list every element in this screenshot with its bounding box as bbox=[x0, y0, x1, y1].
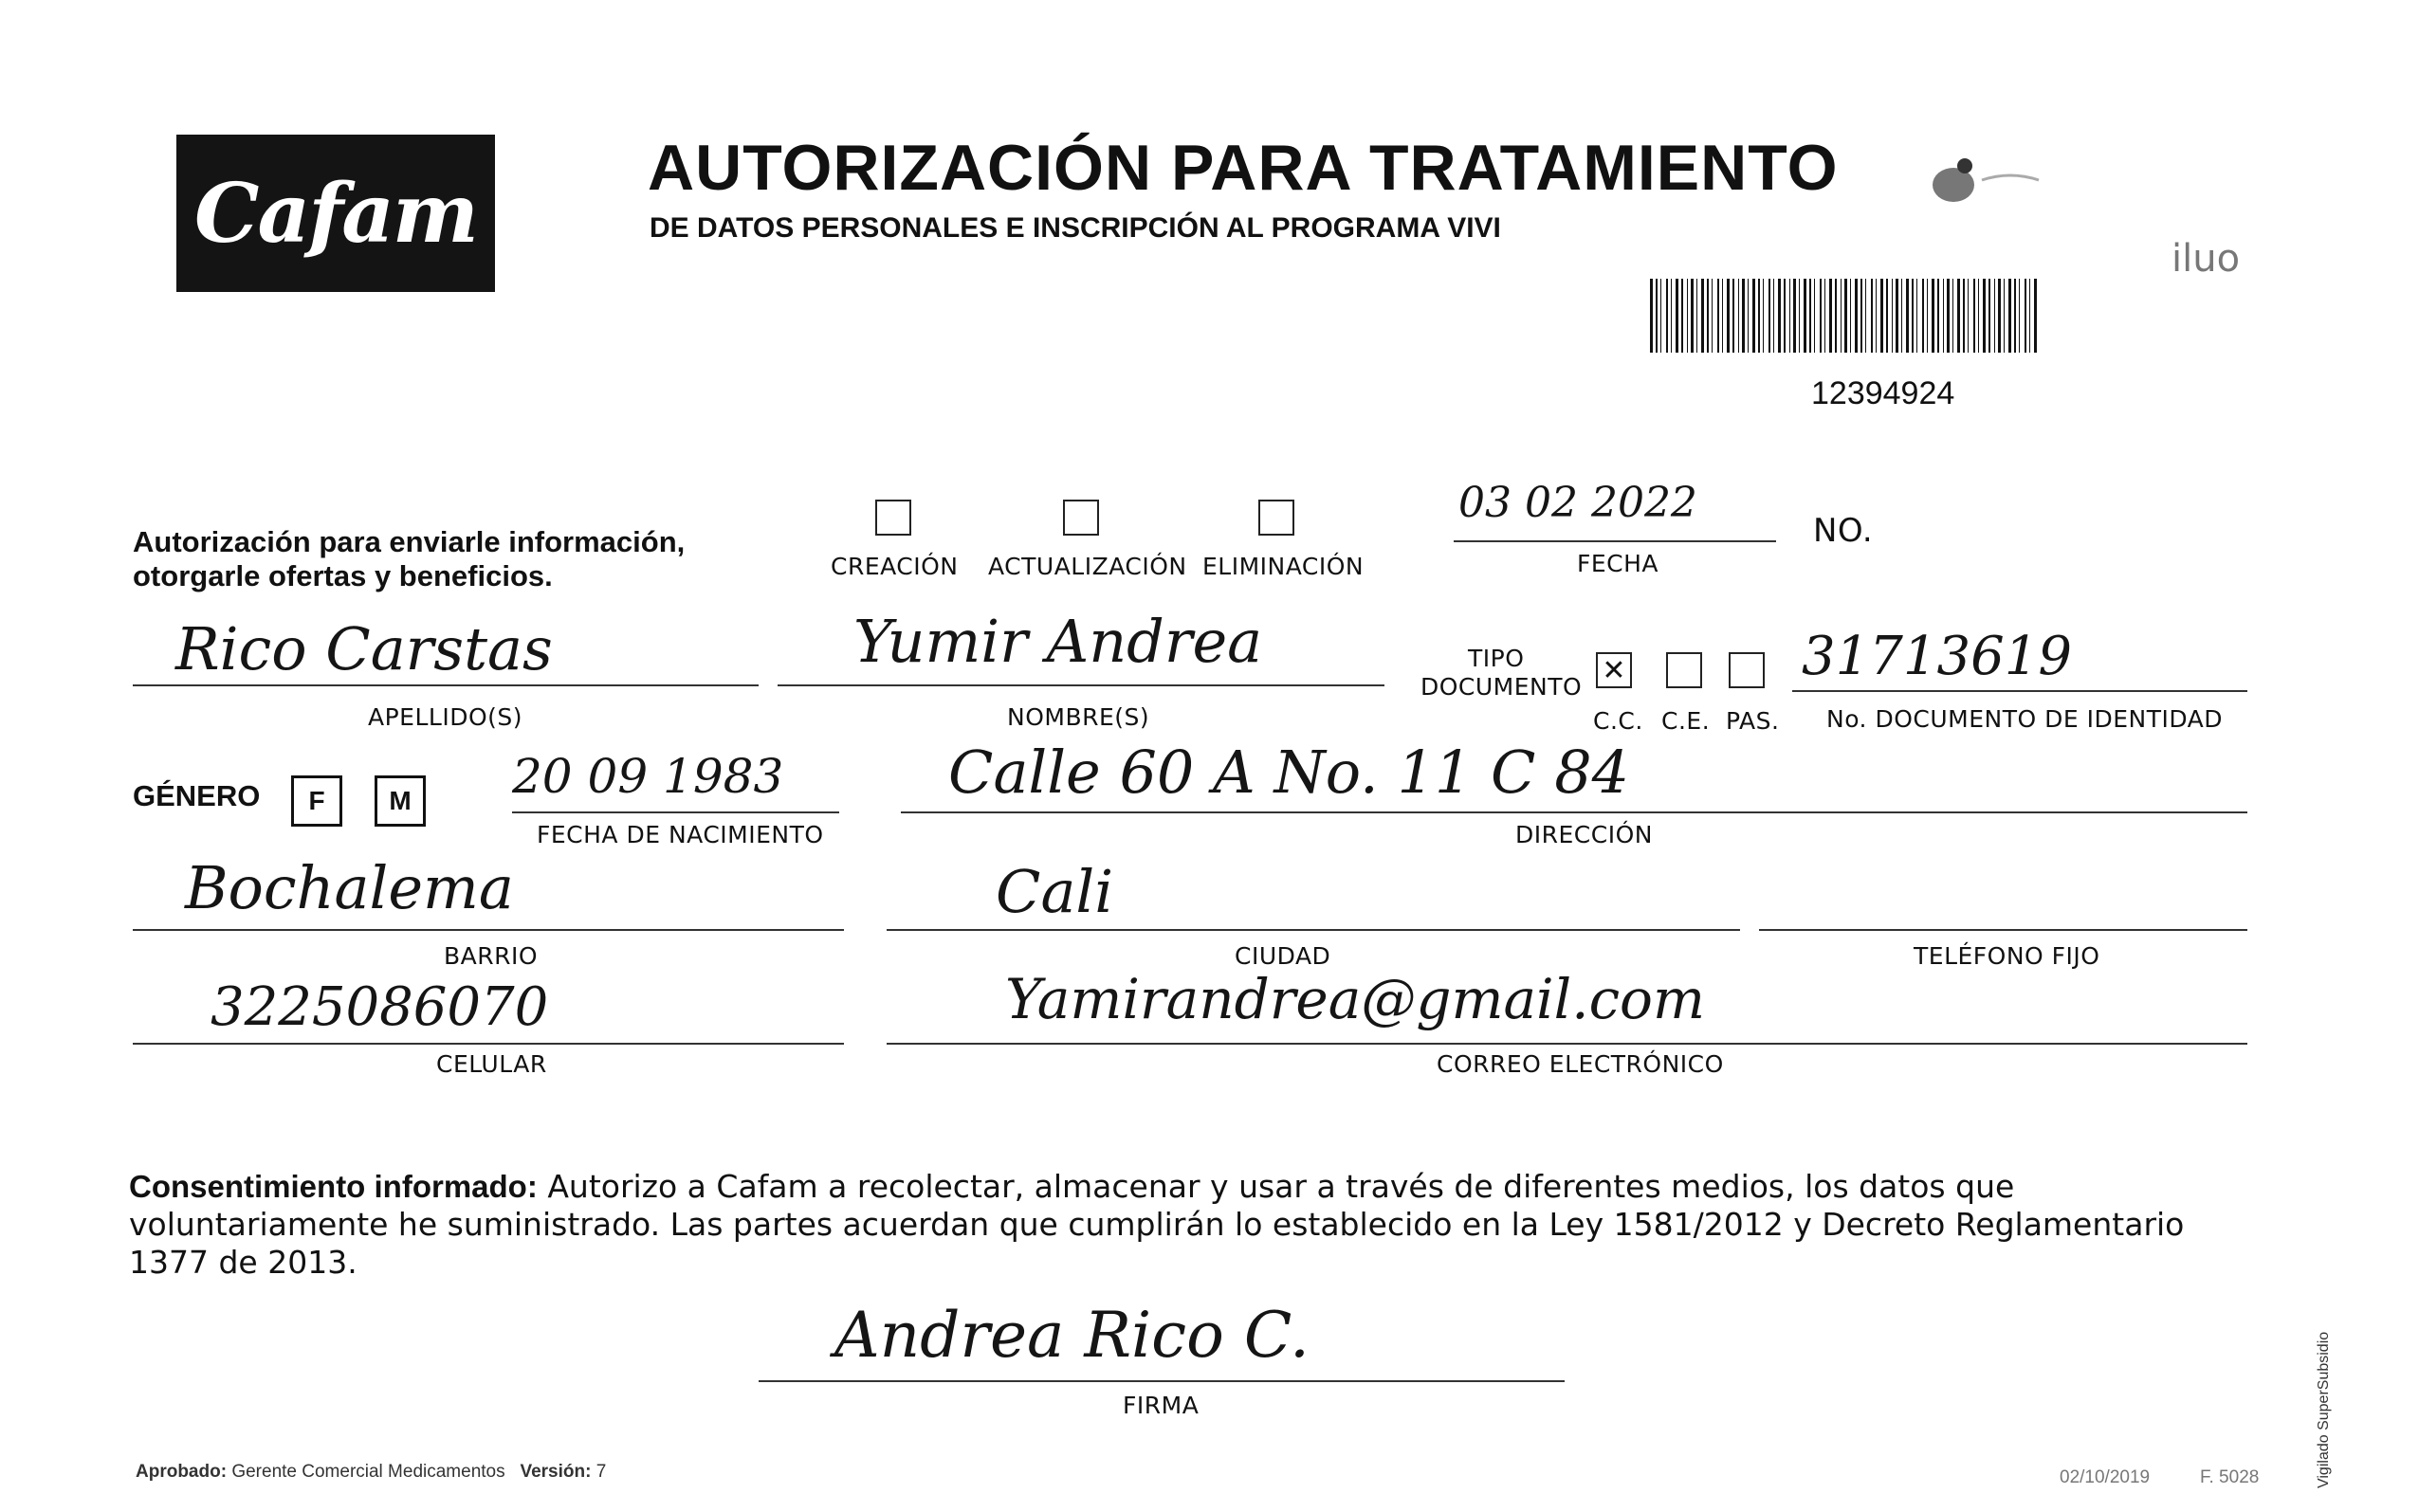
barcode-bar bbox=[1850, 279, 1851, 353]
barcode-bar bbox=[1943, 279, 1944, 353]
fecha-line bbox=[1454, 540, 1776, 542]
barcode-bar bbox=[1892, 279, 1893, 353]
barcode-bar bbox=[1789, 279, 1790, 353]
barcode-bar bbox=[1896, 279, 1898, 353]
barcode-bar bbox=[1937, 279, 1939, 353]
barcode-bar bbox=[2014, 279, 2016, 353]
barcode-bar bbox=[1773, 279, 1774, 353]
tipo-label-1: TIPO bbox=[1468, 645, 1525, 672]
side-text: Vigilado SuperSubsidio bbox=[2316, 1331, 2332, 1488]
firma-value[interactable]: Andrea Rico C. bbox=[834, 1299, 1310, 1372]
barcode-bar bbox=[1860, 279, 1862, 353]
barcode-bar bbox=[1916, 279, 1917, 353]
stamp-mark bbox=[1915, 142, 2086, 218]
fecha-value[interactable]: 03 02 2022 bbox=[1458, 479, 1697, 527]
genero-m-checkbox[interactable]: M bbox=[375, 775, 426, 827]
barcode-bar bbox=[1727, 279, 1730, 353]
barcode-bar bbox=[1784, 279, 1786, 353]
ce-checkbox[interactable] bbox=[1666, 652, 1702, 688]
corner-mark: iluo bbox=[2172, 237, 2241, 281]
barcode-bar bbox=[1876, 279, 1877, 353]
barcode-number: 12394924 bbox=[1811, 375, 1955, 411]
barcode-bar bbox=[1865, 279, 1866, 353]
barcode-bar bbox=[1835, 279, 1837, 353]
barcode-bar bbox=[1844, 279, 1847, 353]
barrio-line bbox=[133, 929, 844, 931]
version-label: Versión: bbox=[520, 1462, 592, 1482]
side-label bbox=[2314, 1289, 2342, 1498]
tipo-label-2: DOCUMENTO bbox=[1420, 673, 1583, 701]
barcode-bar bbox=[1952, 279, 1953, 353]
eliminacion-checkbox[interactable] bbox=[1258, 500, 1294, 536]
barcode-bar bbox=[2019, 279, 2020, 353]
barcode-bar bbox=[1799, 279, 1800, 353]
consent-text: Autorizo a Cafam a recolectar, almacenar y usar a través de diferentes medios, los datos que voluntariamente he suministrado. Las partes acuerdan que cumplirán lo establecido en la Ley 1581/2012 y Decreto Reglamentario 1377 de 2013. bbox=[129, 1168, 2185, 1281]
direccion-line bbox=[901, 811, 2247, 813]
pas-checkbox[interactable] bbox=[1729, 652, 1765, 688]
barcode-bar bbox=[1712, 279, 1713, 353]
celular-line bbox=[133, 1043, 844, 1045]
documento-value[interactable]: 31713619 bbox=[1802, 626, 2073, 687]
no-label: NO. bbox=[1813, 512, 1874, 550]
nombres-value[interactable]: Yumir Andrea bbox=[853, 607, 1263, 676]
barcode-bar bbox=[1998, 279, 2001, 353]
barcode-bar bbox=[1841, 279, 1842, 353]
barcode-bar bbox=[1687, 279, 1688, 353]
eliminacion-label: ELIMINACIÓN bbox=[1202, 553, 1365, 580]
barcode-bar bbox=[1922, 279, 1924, 353]
telefono-label: TELÉFONO FIJO bbox=[1914, 942, 2100, 970]
barcode-bar bbox=[1957, 279, 1960, 353]
barcode-bar bbox=[1650, 279, 1653, 353]
barcode-bar bbox=[1717, 279, 1719, 353]
barcode-bar bbox=[1804, 279, 1806, 353]
firma-label: FIRMA bbox=[1123, 1392, 1200, 1419]
barcode-bar bbox=[1927, 279, 1928, 353]
form-subtitle: DE DATOS PERSONALES E INSCRIPCIÓN AL PROGRAMA VIVI bbox=[650, 212, 1501, 244]
footer-date-code: 02/10/2019 bbox=[2060, 1467, 2151, 1487]
barcode-bar bbox=[1963, 279, 1965, 353]
barcode-bar bbox=[1820, 279, 1822, 353]
barcode-bar bbox=[1947, 279, 1950, 353]
actualizacion-label: ACTUALIZACIÓN bbox=[988, 553, 1187, 580]
barcode-bar bbox=[1691, 279, 1694, 353]
correo-value[interactable]: Yamirandrea@gmail.com bbox=[1005, 967, 1705, 1031]
ciudad-value[interactable]: Cali bbox=[996, 857, 1114, 926]
correo-line bbox=[887, 1043, 2247, 1045]
form-title: AUTORIZACIÓN PARA TRATAMIENTO bbox=[648, 132, 1839, 204]
celular-value[interactable]: 3225086070 bbox=[211, 976, 549, 1038]
barcode-bar bbox=[2025, 279, 2026, 353]
barcode-bar bbox=[1660, 279, 1661, 353]
footer-form-code: F. 5028 bbox=[2200, 1467, 2260, 1487]
consent-paragraph bbox=[129, 1168, 2258, 1282]
barcode-bar bbox=[1696, 279, 1697, 353]
barcode-bar bbox=[2004, 279, 2005, 353]
barcode-bar bbox=[1768, 279, 1770, 353]
aprobado-value: Gerente Comercial Medicamentos bbox=[231, 1462, 505, 1482]
barcode-bar bbox=[1886, 279, 1888, 353]
celular-label: CELULAR bbox=[436, 1050, 547, 1078]
ciudad-label: CIUDAD bbox=[1235, 942, 1331, 970]
footer-aprobado bbox=[136, 1462, 606, 1483]
barcode-bar bbox=[1880, 279, 1883, 353]
ciudad-line bbox=[887, 929, 1740, 931]
barcode-bar bbox=[1988, 279, 1990, 353]
barcode-bar bbox=[1906, 279, 1909, 353]
firma-line bbox=[759, 1380, 1565, 1382]
barcode-bar bbox=[1901, 279, 1902, 353]
barcode-bar bbox=[1748, 279, 1749, 353]
fecha-nacimiento-value[interactable]: 20 09 1983 bbox=[512, 749, 784, 804]
genero-f-checkbox[interactable]: F bbox=[291, 775, 342, 827]
barcode-bar bbox=[1666, 279, 1668, 353]
barcode-bar bbox=[1809, 279, 1811, 353]
barcode-bar bbox=[2034, 279, 2037, 353]
pas-label: PAS. bbox=[1726, 707, 1780, 735]
cc-checkbox[interactable]: ✕ bbox=[1596, 652, 1632, 688]
barcode-bar bbox=[1973, 279, 1975, 353]
apellidos-value[interactable]: Rico Carstas bbox=[175, 614, 553, 683]
barcode-bar bbox=[1912, 279, 1914, 353]
barrio-value[interactable]: Bochalema bbox=[185, 853, 514, 922]
barcode-bar bbox=[1676, 279, 1678, 353]
fecha-label: FECHA bbox=[1577, 550, 1659, 577]
barcode-bar bbox=[2029, 279, 2030, 353]
barcode-bar bbox=[1752, 279, 1755, 353]
barcode-bar bbox=[1994, 279, 1995, 353]
direccion-value[interactable]: Calle 60 A No. 11 C 84 bbox=[948, 738, 1630, 807]
cafam-logo bbox=[176, 135, 495, 292]
barcode-bar bbox=[1932, 279, 1934, 353]
barcode-bar bbox=[1742, 279, 1745, 353]
fecha-nacimiento-line bbox=[512, 811, 839, 813]
creacion-checkbox[interactable] bbox=[875, 500, 911, 536]
consent-heading: Consentimiento informado: bbox=[129, 1169, 538, 1204]
barcode-bar bbox=[1671, 279, 1672, 353]
nombres-label: NOMBRE(S) bbox=[1007, 703, 1150, 731]
barcode-bar bbox=[1824, 279, 1825, 353]
barcode-bar bbox=[1855, 279, 1858, 353]
barcode-bar bbox=[1701, 279, 1704, 353]
barcode-bar bbox=[1978, 279, 1979, 353]
barcode-bar bbox=[1738, 279, 1739, 353]
aprobado-label: Aprobado: bbox=[136, 1462, 228, 1482]
fecha-nacimiento-label: FECHA DE NACIMIENTO bbox=[537, 821, 824, 848]
correo-label: CORREO ELECTRÓNICO bbox=[1437, 1050, 1724, 1078]
barcode-bar bbox=[1656, 279, 1658, 353]
barcode-bar bbox=[1793, 279, 1796, 353]
genero-label: GÉNERO bbox=[133, 779, 261, 812]
barcode-bar bbox=[1983, 279, 1986, 353]
barcode-bar bbox=[1829, 279, 1832, 353]
barcode-bar bbox=[1968, 279, 1969, 353]
actualizacion-checkbox[interactable] bbox=[1063, 500, 1099, 536]
nombres-line bbox=[778, 684, 1384, 686]
version-value: 7 bbox=[596, 1462, 607, 1482]
intro-line-1: Autorización para enviarle información, bbox=[133, 525, 686, 558]
documento-label: No. DOCUMENTO DE IDENTIDAD bbox=[1826, 705, 2224, 733]
barcode-bar bbox=[1763, 279, 1764, 353]
barcode-bar bbox=[1758, 279, 1760, 353]
barcode-bar bbox=[1732, 279, 1734, 353]
telefono-line bbox=[1759, 929, 2247, 931]
barcode-bar bbox=[1778, 279, 1781, 353]
barrio-label: BARRIO bbox=[444, 942, 539, 970]
barcode bbox=[1650, 279, 2039, 353]
apellidos-line bbox=[133, 684, 759, 686]
apellidos-label: APELLIDO(S) bbox=[368, 703, 523, 731]
barcode-bar bbox=[2008, 279, 2011, 353]
documento-line bbox=[1792, 690, 2247, 692]
creacion-label: CREACIÓN bbox=[831, 553, 959, 580]
ce-label: C.E. bbox=[1661, 707, 1711, 735]
direccion-label: DIRECCIÓN bbox=[1515, 821, 1653, 848]
cc-label: C.C. bbox=[1593, 707, 1643, 735]
logo-text: Cafam bbox=[194, 165, 477, 262]
intro-line-2: otorgarle ofertas y beneficios. bbox=[133, 559, 553, 592]
barcode-bar bbox=[1871, 279, 1873, 353]
barcode-bar bbox=[1814, 279, 1815, 353]
barcode-bar bbox=[1707, 279, 1709, 353]
barcode-bar bbox=[1681, 279, 1683, 353]
barcode-bar bbox=[1722, 279, 1723, 353]
